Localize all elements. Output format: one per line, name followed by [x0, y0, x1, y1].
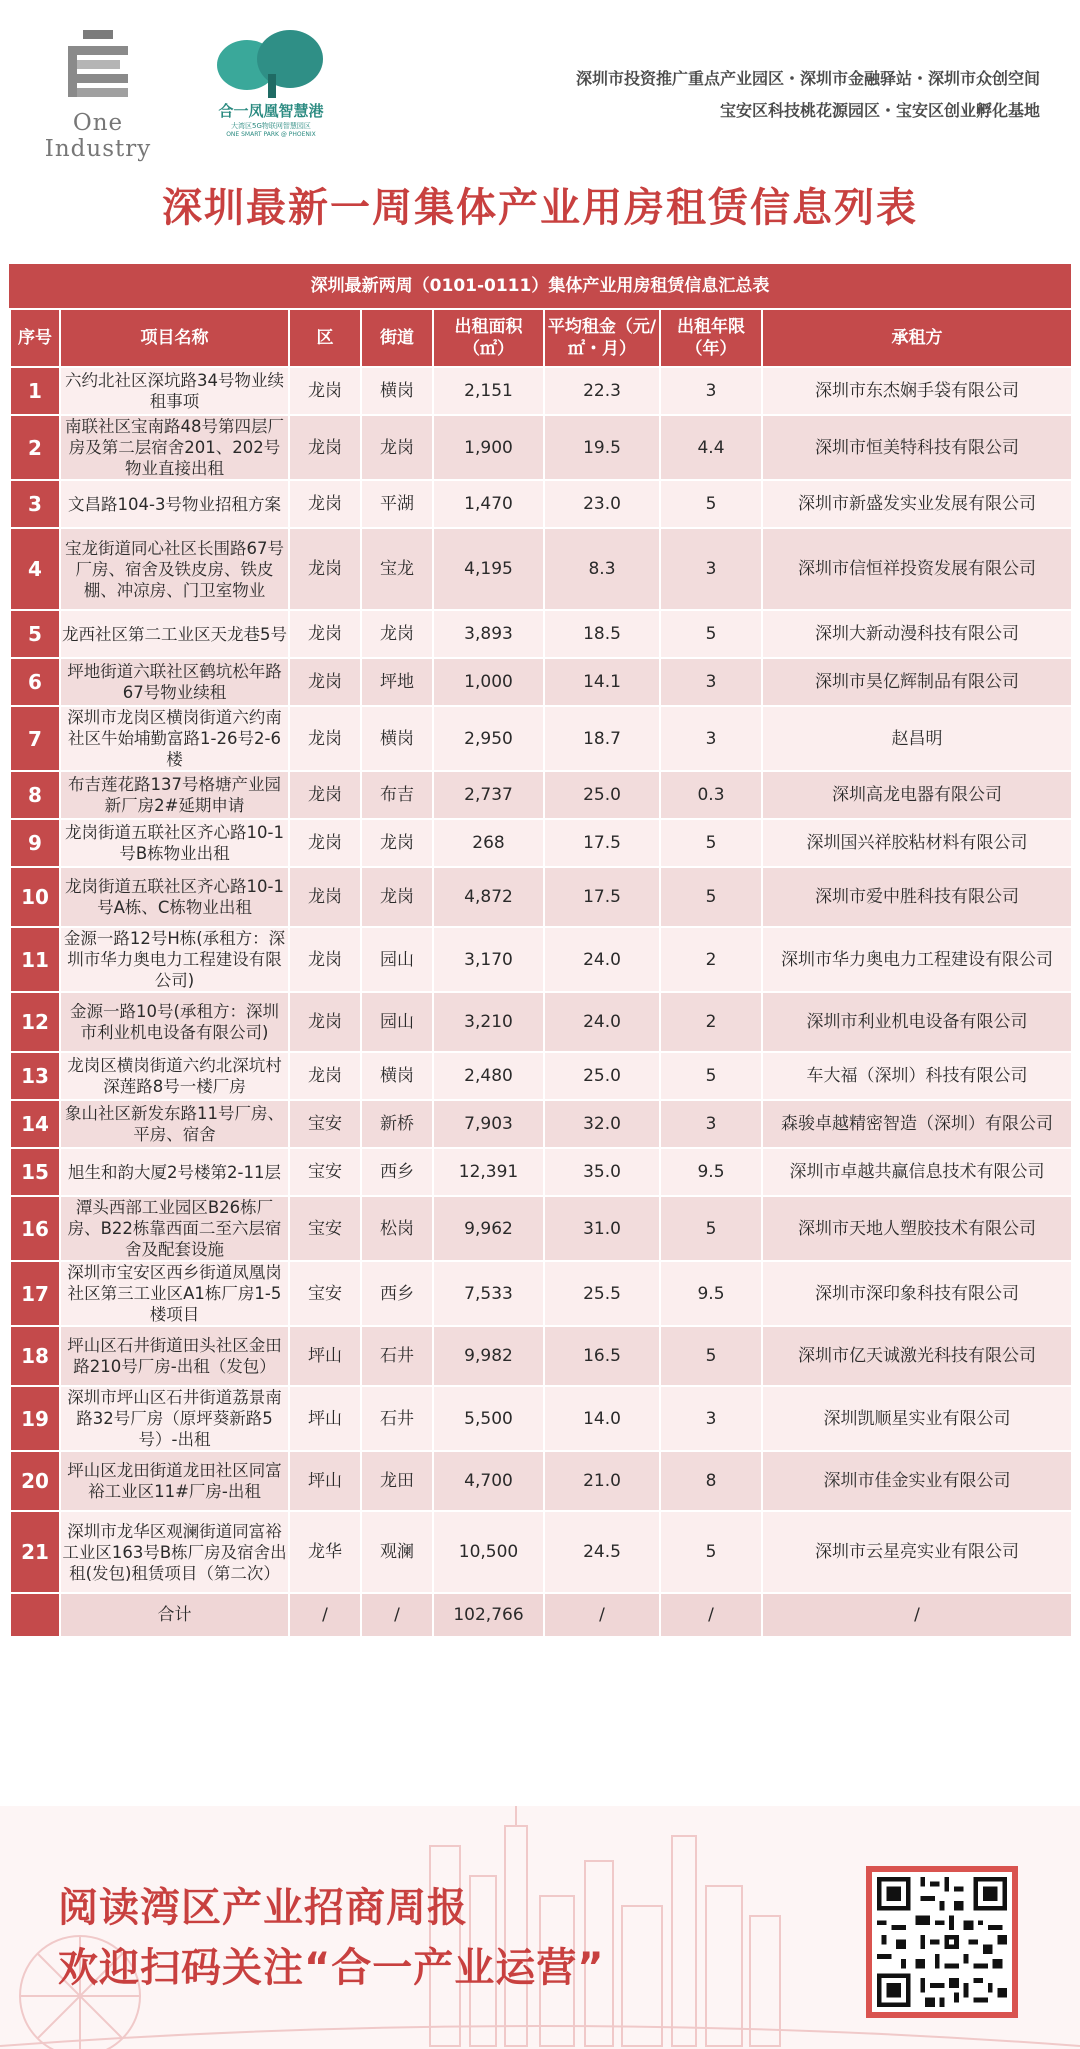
cell-street: 龙岗 — [361, 415, 433, 480]
table-row — [10, 1148, 1072, 1196]
cell-name: 潭头西部工业园区B26栋厂房、B22栋靠西面二至六层宿舍及配套设施 — [60, 1196, 289, 1261]
cell-area: 9,962 — [433, 1196, 544, 1261]
total-row — [10, 1593, 1072, 1637]
cell-term: 5 — [660, 1196, 762, 1261]
row-number: 17 — [10, 1261, 60, 1326]
total-district: / — [289, 1593, 361, 1637]
total-street: / — [361, 1593, 433, 1637]
row-number: 1 — [10, 367, 60, 415]
row-number: 21 — [10, 1511, 60, 1593]
cell-term: 3 — [660, 706, 762, 771]
qr-code-icon — [872, 1872, 1012, 2012]
cell-rent: 17.5 — [544, 867, 660, 927]
table-row — [10, 1100, 1072, 1148]
cell-term: 5 — [660, 867, 762, 927]
rental-table — [9, 264, 1071, 1638]
cell-street: 龙岗 — [361, 819, 433, 867]
cell-rent: 23.0 — [544, 480, 660, 528]
cell-district: 龙岗 — [289, 528, 361, 610]
cell-term: 5 — [660, 610, 762, 658]
table-row — [10, 658, 1072, 706]
cell-rent: 18.7 — [544, 706, 660, 771]
row-number: 8 — [10, 771, 60, 819]
row-number: 10 — [10, 867, 60, 927]
row-number: 20 — [10, 1451, 60, 1511]
row-number: 7 — [10, 706, 60, 771]
cell-street: 龙岗 — [361, 610, 433, 658]
cell-street: 西乡 — [361, 1148, 433, 1196]
cell-area: 2,151 — [433, 367, 544, 415]
cell-name: 龙西社区第二工业区天龙巷5号 — [60, 610, 289, 658]
table-row — [10, 1451, 1072, 1511]
cell-rent: 32.0 — [544, 1100, 660, 1148]
cell-tenant: 深圳市深印象科技有限公司 — [762, 1261, 1072, 1326]
cell-district: 龙岗 — [289, 1052, 361, 1100]
row-number: 18 — [10, 1326, 60, 1386]
cell-tenant: 深圳高龙电器有限公司 — [762, 771, 1072, 819]
cell-street: 横岗 — [361, 706, 433, 771]
cell-term: 5 — [660, 480, 762, 528]
cell-term: 5 — [660, 1052, 762, 1100]
total-label: 合计 — [60, 1593, 289, 1637]
cell-street: 观澜 — [361, 1511, 433, 1593]
cell-term: 2 — [660, 992, 762, 1052]
table-row — [10, 367, 1072, 415]
cell-tenant: 深圳市爱中胜科技有限公司 — [762, 867, 1072, 927]
cell-street: 平湖 — [361, 480, 433, 528]
cell-name: 坪山区龙田街道龙田社区同富裕工业区11#厂房-出租 — [60, 1451, 289, 1511]
cell-street: 坪地 — [361, 658, 433, 706]
cell-name: 深圳市龙岗区横岗街道六约南社区牛始埔勤富路1-26号2-6楼 — [60, 706, 289, 771]
cell-area: 7,533 — [433, 1261, 544, 1326]
cell-rent: 16.5 — [544, 1326, 660, 1386]
table-row — [10, 1196, 1072, 1261]
cell-name: 金源一路10号(承租方：深圳市利业机电设备有限公司) — [60, 992, 289, 1052]
cell-rent: 24.5 — [544, 1511, 660, 1593]
cell-area: 4,872 — [433, 867, 544, 927]
total-number-cell — [10, 1593, 60, 1637]
cell-rent: 22.3 — [544, 367, 660, 415]
cell-name: 深圳市宝安区西乡街道凤凰岗社区第三工业区A1栋厂房1-5楼项目 — [60, 1261, 289, 1326]
cell-area: 1,470 — [433, 480, 544, 528]
tagline-line1: 深圳市投资推广重点产业园区・深圳市金融驿站・深圳市众创空间 — [575, 69, 1040, 88]
cell-term: 3 — [660, 1386, 762, 1451]
cell-name: 南联社区宝南路48号第四层厂房及第二层宿舍201、202号物业直接出租 — [60, 415, 289, 480]
cell-tenant: 深圳市卓越共赢信息技术有限公司 — [762, 1148, 1072, 1196]
cell-district: 龙岗 — [289, 610, 361, 658]
cell-name: 六约北社区深坑路34号物业续租事项 — [60, 367, 289, 415]
header-term: 出租年限（年） — [660, 309, 762, 367]
table-header-row — [10, 309, 1072, 367]
qr-code[interactable] — [866, 1866, 1018, 2018]
cell-area: 2,950 — [433, 706, 544, 771]
cell-street: 横岗 — [361, 367, 433, 415]
cell-district: 坪山 — [289, 1451, 361, 1511]
cell-rent: 17.5 — [544, 819, 660, 867]
cell-district: 龙华 — [289, 1511, 361, 1593]
cell-street: 龙岗 — [361, 867, 433, 927]
cell-area: 10,500 — [433, 1511, 544, 1593]
cell-district: 龙岗 — [289, 992, 361, 1052]
header-district: 区 — [289, 309, 361, 367]
cell-area: 7,903 — [433, 1100, 544, 1148]
cell-district: 龙岗 — [289, 415, 361, 480]
table-row — [10, 415, 1072, 480]
cell-street: 石井 — [361, 1326, 433, 1386]
cell-rent: 31.0 — [544, 1196, 660, 1261]
cell-area: 2,480 — [433, 1052, 544, 1100]
row-number: 15 — [10, 1148, 60, 1196]
header-name: 项目名称 — [60, 309, 289, 367]
cell-district: 龙岗 — [289, 367, 361, 415]
row-number: 9 — [10, 819, 60, 867]
cell-street: 新桥 — [361, 1100, 433, 1148]
cell-name: 龙岗街道五联社区齐心路10-1号B栋物业出租 — [60, 819, 289, 867]
cell-district: 坪山 — [289, 1386, 361, 1451]
park-name: 合一凤凰智慧港 — [218, 102, 324, 120]
table-row — [10, 1511, 1072, 1593]
cell-term: 0.3 — [660, 771, 762, 819]
cell-name: 文昌路104-3号物业招租方案 — [60, 480, 289, 528]
cell-term: 5 — [660, 819, 762, 867]
table-row — [10, 1052, 1072, 1100]
table-row — [10, 1386, 1072, 1451]
cell-term: 4.4 — [660, 415, 762, 480]
cell-rent: 24.0 — [544, 927, 660, 992]
cell-tenant: 深圳市信恒祥投资发展有限公司 — [762, 528, 1072, 610]
cell-district: 龙岗 — [289, 658, 361, 706]
one-industry-mark-icon — [68, 30, 128, 96]
cell-tenant: 深圳市云星亮实业有限公司 — [762, 1511, 1072, 1593]
cell-district: 宝安 — [289, 1100, 361, 1148]
cell-term: 2 — [660, 927, 762, 992]
cell-tenant: 深圳大新动漫科技有限公司 — [762, 610, 1072, 658]
cell-rent: 25.0 — [544, 771, 660, 819]
header-no: 序号 — [10, 309, 60, 367]
cell-street: 横岗 — [361, 1052, 433, 1100]
cell-tenant: 深圳市华力奥电力工程建设有限公司 — [762, 927, 1072, 992]
cell-name: 龙岗区横岗街道六约北深坑村深莲路8号一楼厂房 — [60, 1052, 289, 1100]
cell-area: 1,900 — [433, 415, 544, 480]
table-row — [10, 771, 1072, 819]
park-logo — [212, 30, 330, 142]
table-row — [10, 867, 1072, 927]
table-caption: 深圳最新两周（0101-0111）集体产业用房租赁信息汇总表 — [9, 264, 1071, 308]
cell-tenant: 深圳市利业机电设备有限公司 — [762, 992, 1072, 1052]
cell-name: 坪山区石井街道田头社区金田路210号厂房-出租（发包） — [60, 1326, 289, 1386]
cell-name: 坪地街道六联社区鹤坑松年路67号物业续租 — [60, 658, 289, 706]
table-row — [10, 706, 1072, 771]
cell-term: 5 — [660, 1326, 762, 1386]
cell-area: 3,170 — [433, 927, 544, 992]
cell-tenant: 深圳市亿天诚激光科技有限公司 — [762, 1326, 1072, 1386]
cell-rent: 21.0 — [544, 1451, 660, 1511]
cell-name: 深圳市龙华区观澜街道同富裕工业区163号B栋厂房及宿舍出租(发包)租赁项目（第二次） — [60, 1511, 289, 1593]
cell-area: 9,982 — [433, 1326, 544, 1386]
row-number: 12 — [10, 992, 60, 1052]
cell-rent: 14.1 — [544, 658, 660, 706]
cell-street: 布吉 — [361, 771, 433, 819]
table-row — [10, 528, 1072, 610]
row-number: 6 — [10, 658, 60, 706]
cell-area: 1,000 — [433, 658, 544, 706]
cell-tenant: 深圳市新盛发实业发展有限公司 — [762, 480, 1072, 528]
header-street: 街道 — [361, 309, 433, 367]
cell-area: 5,500 — [433, 1386, 544, 1451]
cell-name: 深圳市坪山区石井街道荔景南路32号厂房（原坪葵新路5号）-出租 — [60, 1386, 289, 1451]
cell-rent: 19.5 — [544, 415, 660, 480]
cell-term: 9.5 — [660, 1261, 762, 1326]
cell-term: 9.5 — [660, 1148, 762, 1196]
total-area: 102,766 — [433, 1593, 544, 1637]
cell-district: 宝安 — [289, 1261, 361, 1326]
cell-name: 布吉莲花路137号格塘产业园新厂房2#延期申请 — [60, 771, 289, 819]
cell-district: 龙岗 — [289, 480, 361, 528]
cell-rent: 25.5 — [544, 1261, 660, 1326]
cell-district: 龙岗 — [289, 771, 361, 819]
cell-street: 松岗 — [361, 1196, 433, 1261]
cell-tenant: 森骏卓越精密智造（深圳）有限公司 — [762, 1100, 1072, 1148]
row-number: 4 — [10, 528, 60, 610]
cell-rent: 8.3 — [544, 528, 660, 610]
cell-street: 龙田 — [361, 1451, 433, 1511]
cell-tenant: 深圳市恒美特科技有限公司 — [762, 415, 1072, 480]
row-number: 11 — [10, 927, 60, 992]
cell-rent: 14.0 — [544, 1386, 660, 1451]
cell-name: 龙岗街道五联社区齐心路10-1号A栋、C栋物业出租 — [60, 867, 289, 927]
cell-street: 宝龙 — [361, 528, 433, 610]
cell-name: 旭生和韵大厦2号楼第2-11层 — [60, 1148, 289, 1196]
cell-area: 4,700 — [433, 1451, 544, 1511]
cell-district: 宝安 — [289, 1196, 361, 1261]
table-row — [10, 1326, 1072, 1386]
cell-name: 象山社区新发东路11号厂房、平房、宿舍 — [60, 1100, 289, 1148]
one-industry-logo — [18, 30, 178, 162]
cell-street: 石井 — [361, 1386, 433, 1451]
cell-district: 龙岗 — [289, 706, 361, 771]
table-row — [10, 819, 1072, 867]
table-row — [10, 610, 1072, 658]
cell-term: 5 — [660, 1511, 762, 1593]
row-number: 5 — [10, 610, 60, 658]
cell-area: 2,737 — [433, 771, 544, 819]
cell-district: 宝安 — [289, 1148, 361, 1196]
cell-name: 金源一路12号H栋(承租方：深圳市华力奥电力工程建设有限公司) — [60, 927, 289, 992]
table-row — [10, 480, 1072, 528]
cell-name: 宝龙街道同心社区长围路67号厂房、宿舍及铁皮房、铁皮棚、冲凉房、门卫室物业 — [60, 528, 289, 610]
footer-banner — [0, 1806, 1080, 2049]
cell-street: 园山 — [361, 927, 433, 992]
header-tenant: 承租方 — [762, 309, 1072, 367]
cell-area: 3,893 — [433, 610, 544, 658]
tree-icon — [217, 30, 325, 96]
cell-tenant: 深圳凯顺星实业有限公司 — [762, 1386, 1072, 1451]
park-subtitle-en: ONE SMART PARK @ PHOENIX — [226, 131, 316, 138]
header-area: 出租面积（㎡） — [433, 309, 544, 367]
row-number: 19 — [10, 1386, 60, 1451]
cell-district: 龙岗 — [289, 927, 361, 992]
cell-term: 8 — [660, 1451, 762, 1511]
cell-street: 西乡 — [361, 1261, 433, 1326]
cell-term: 3 — [660, 367, 762, 415]
cell-district: 坪山 — [289, 1326, 361, 1386]
cell-rent: 25.0 — [544, 1052, 660, 1100]
cell-rent: 18.5 — [544, 610, 660, 658]
row-number: 2 — [10, 415, 60, 480]
cell-tenant: 车大福（深圳）科技有限公司 — [762, 1052, 1072, 1100]
cell-rent: 35.0 — [544, 1148, 660, 1196]
table-row — [10, 1261, 1072, 1326]
cell-term: 3 — [660, 528, 762, 610]
cell-term: 3 — [660, 1100, 762, 1148]
footer-line1: 阅读湾区产业招商周报 — [58, 1885, 468, 1931]
table-row — [10, 992, 1072, 1052]
page-title: 深圳最新一周集体产业用房租赁信息列表 — [162, 185, 918, 231]
cell-tenant: 深圳国兴祥胶粘材料有限公司 — [762, 819, 1072, 867]
cell-district: 龙岗 — [289, 819, 361, 867]
park-subtitle: 大湾区5G物联网智慧园区 — [231, 122, 311, 130]
row-number: 13 — [10, 1052, 60, 1100]
row-number: 14 — [10, 1100, 60, 1148]
cell-area: 3,210 — [433, 992, 544, 1052]
cell-tenant: 深圳市昊亿辉制品有限公司 — [762, 658, 1072, 706]
total-rent: / — [544, 1593, 660, 1637]
cell-term: 3 — [660, 658, 762, 706]
cell-tenant: 深圳市佳金实业有限公司 — [762, 1451, 1072, 1511]
cell-rent: 24.0 — [544, 992, 660, 1052]
row-number: 16 — [10, 1196, 60, 1261]
row-number: 3 — [10, 480, 60, 528]
total-term: / — [660, 1593, 762, 1637]
footer-line2: 欢迎扫码关注“合一产业运营” — [58, 1945, 605, 1991]
brand-text: One Industry — [44, 110, 152, 162]
cell-tenant: 深圳市天地人塑胶技术有限公司 — [762, 1196, 1072, 1261]
table-row — [10, 927, 1072, 992]
cell-street: 园山 — [361, 992, 433, 1052]
tagline-line2: 宝安区科技桃花源园区・宝安区创业孵化基地 — [719, 101, 1040, 120]
total-tenant: / — [762, 1593, 1072, 1637]
cell-area: 268 — [433, 819, 544, 867]
cell-tenant: 深圳市东杰娴手袋有限公司 — [762, 367, 1072, 415]
header-rent: 平均租金（元/㎡・月） — [544, 309, 660, 367]
cell-area: 4,195 — [433, 528, 544, 610]
cell-area: 12,391 — [433, 1148, 544, 1196]
cell-tenant: 赵昌明 — [762, 706, 1072, 771]
cell-district: 龙岗 — [289, 867, 361, 927]
